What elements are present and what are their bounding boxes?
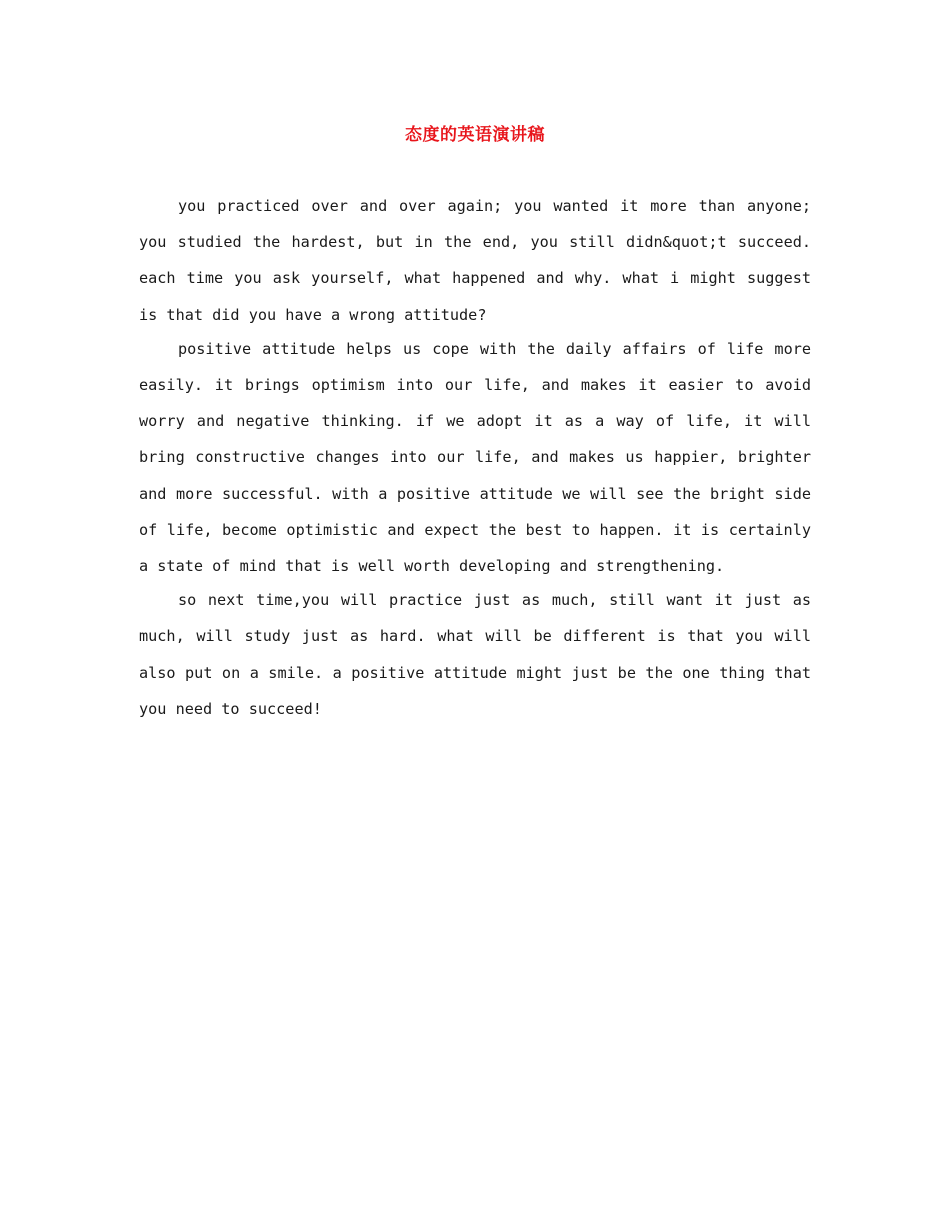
paragraph-2: positive attitude helps us cope with the daily affairs of life more easily. it brings optimism into our life, and makes it easier to avoid worry and negative thinking. if we adopt it as a way of life, it will bring constructive changes into our life, and makes us happier, brighter and more successful. with a positive attitude we will see the bright side of life, become optimistic and expect the best to happen. it is certainly a state of mind that is well worth developing and strengthening. <box>139 339 811 576</box>
document-title: 态度的英语演讲稿 <box>405 125 545 145</box>
paragraph-3: so next time,you will practice just as much, still want it just as much, will study just as hard. what will be different is that you will also put on a smile. a positive attitude might just be the one thing that you need to succeed! <box>139 591 811 718</box>
document-body <box>139 188 811 727</box>
paragraph-1: you practiced over and over again; you wanted it more than anyone; you studied the hardest, but in the end, you still didn&quot;t succeed. each time you ask yourself, what happened and why. what i might suggest is that did you have a wrong attitude? <box>139 197 811 324</box>
